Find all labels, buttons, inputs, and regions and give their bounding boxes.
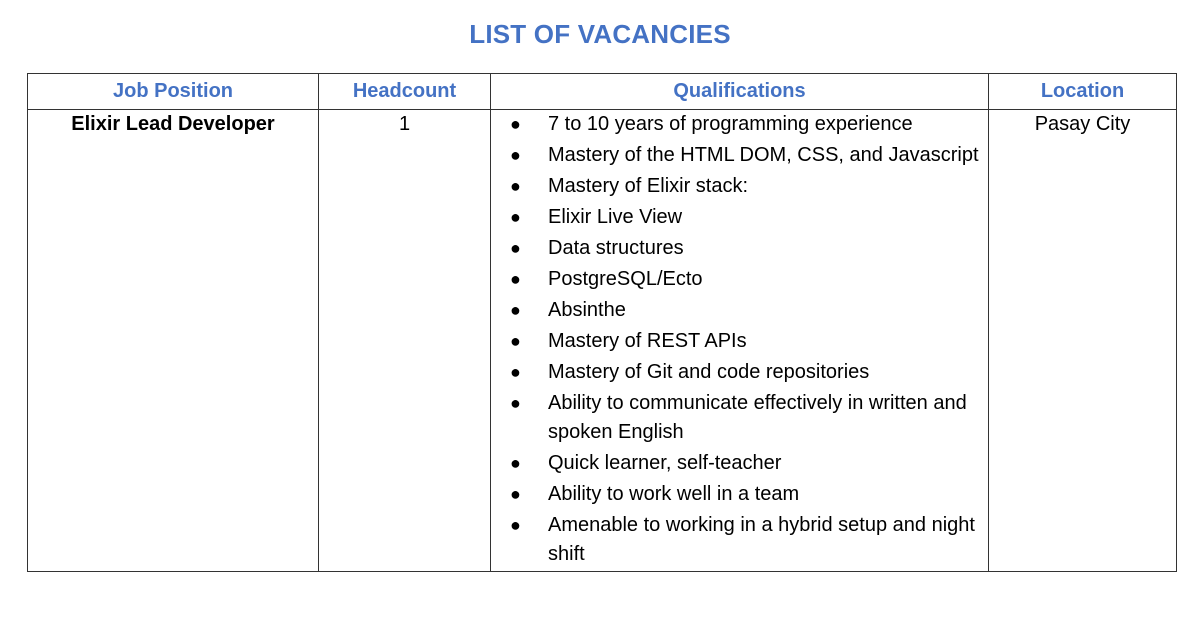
vacancies-table bbox=[27, 73, 1177, 572]
qualifications-list bbox=[491, 110, 988, 569]
bullet-icon: ● bbox=[510, 515, 521, 535]
qualification-text: PostgreSQL/Ecto bbox=[548, 268, 703, 290]
qualification-text: Mastery of REST APIs bbox=[548, 330, 747, 352]
bullet-icon: ● bbox=[510, 484, 521, 504]
bullet-icon: ● bbox=[510, 362, 521, 382]
list-item bbox=[491, 389, 988, 447]
table-header-row bbox=[28, 74, 1177, 110]
qualification-text: Mastery of the HTML DOM, CSS, and Javascript bbox=[548, 144, 979, 166]
qualification-text: Amenable to working in a hybrid setup and night shift bbox=[548, 514, 975, 565]
qualification-text: Data structures bbox=[548, 237, 684, 259]
bullet-icon: ● bbox=[510, 238, 521, 258]
qualification-text: Ability to communicate effectively in written and spoken English bbox=[548, 392, 967, 443]
list-item bbox=[491, 511, 988, 569]
list-item bbox=[491, 110, 988, 139]
list-item bbox=[491, 296, 988, 325]
bullet-icon: ● bbox=[510, 453, 521, 473]
page-title: LIST OF VACANCIES bbox=[469, 19, 731, 49]
qualification-text: Mastery of Git and code repositories bbox=[548, 361, 870, 383]
header-qualifications: Qualifications bbox=[491, 74, 989, 110]
qualification-text: Quick learner, self-teacher bbox=[548, 452, 782, 474]
list-item bbox=[491, 203, 988, 232]
bullet-icon: ● bbox=[510, 207, 521, 227]
qualification-text: 7 to 10 years of programming experience bbox=[548, 113, 913, 135]
qualifications-cell bbox=[491, 110, 989, 572]
bullet-icon: ● bbox=[510, 300, 521, 320]
qualification-text: Ability to work well in a team bbox=[548, 483, 800, 505]
list-item bbox=[491, 449, 988, 478]
list-item bbox=[491, 265, 988, 294]
headcount-cell: 1 bbox=[319, 110, 491, 572]
header-headcount: Headcount bbox=[319, 74, 491, 110]
bullet-icon: ● bbox=[510, 145, 521, 165]
list-item bbox=[491, 141, 988, 170]
qualification-text: Elixir Live View bbox=[548, 206, 683, 228]
header-job-position: Job Position bbox=[28, 74, 319, 110]
header-location: Location bbox=[989, 74, 1177, 110]
bullet-icon: ● bbox=[510, 393, 521, 413]
table-row bbox=[28, 110, 1177, 572]
list-item bbox=[491, 358, 988, 387]
list-item bbox=[491, 172, 988, 201]
job-position-cell: Elixir Lead Developer bbox=[28, 110, 319, 572]
bullet-icon: ● bbox=[510, 176, 521, 196]
bullet-icon: ● bbox=[510, 269, 521, 289]
qualification-text: Absinthe bbox=[548, 299, 626, 321]
qualification-text: Mastery of Elixir stack: bbox=[548, 175, 749, 197]
list-item bbox=[491, 327, 988, 356]
bullet-icon: ● bbox=[510, 114, 521, 134]
location-cell: Pasay City bbox=[989, 110, 1177, 572]
bullet-icon: ● bbox=[510, 331, 521, 351]
list-item bbox=[491, 480, 988, 509]
list-item bbox=[491, 234, 988, 263]
